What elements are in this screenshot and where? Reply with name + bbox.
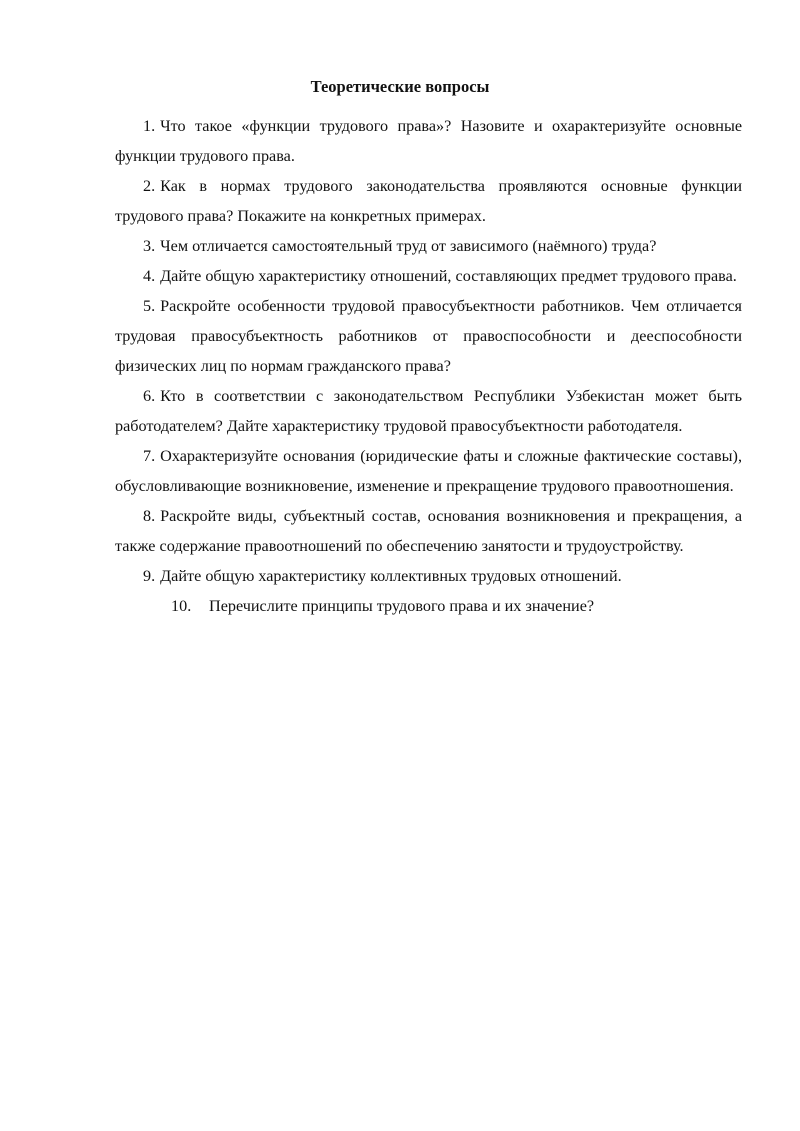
question-item [115,111,742,171]
question-text: Кто в соответствии с законодательством Республики Узбекистан может быть работодателем? Дайте характеристику трудовой правосубъектности работодателя. [115,387,742,435]
question-item [115,171,742,231]
question-number: 1. [143,117,156,135]
question-number: 3. [143,237,156,255]
question-number: 6. [143,387,156,405]
question-item [115,501,742,561]
question-item [115,261,742,291]
question-item [115,231,742,261]
question-text: Раскройте особенности трудовой правосубъектности работников. Чем отличается трудовая правосубъектность работников от правоспособности и дееспособности физических лиц по нормам гражданского права? [115,297,742,375]
question-number: 5. [143,297,156,315]
question-item [115,561,742,591]
question-text: Как в нормах трудового законодательства проявляются основные функции трудового права? Покажите на конкретных примерах. [115,177,742,225]
question-text: Что такое «функции трудового права»? Назовите и охарактеризуйте основные функции трудового права. [115,117,742,165]
question-text: Дайте общую характеристику отношений, составляющих предмет трудового права. [160,267,737,285]
question-item [115,291,742,381]
question-number: 10. [171,597,192,615]
page-title: Теоретические вопросы [310,77,490,96]
question-number: 7. [143,447,156,465]
question-text: Чем отличается самостоятельный труд от зависимого (наёмного) труда? [160,237,657,255]
question-text: Дайте общую характеристику коллективных трудовых отношений. [160,567,622,585]
question-text: Перечислите принципы трудового права и их значение? [209,597,595,615]
question-item [115,381,742,441]
question-list [115,111,742,621]
question-number: 8. [143,507,156,525]
question-text: Охарактеризуйте основания (юридические фаты и сложные фактические составы), обусловливающие возникновение, изменение и прекращение трудового правоотношения. [115,447,742,495]
question-item [115,441,742,501]
question-text: Раскройте виды, субъектный состав, основания возникновения и прекращения, а также содержание правоотношений по обеспечению занятости и трудоустройству. [115,507,742,555]
question-number: 2. [143,177,156,195]
question-item [115,591,742,621]
question-number: 9. [143,567,156,585]
question-number: 4. [143,267,156,285]
